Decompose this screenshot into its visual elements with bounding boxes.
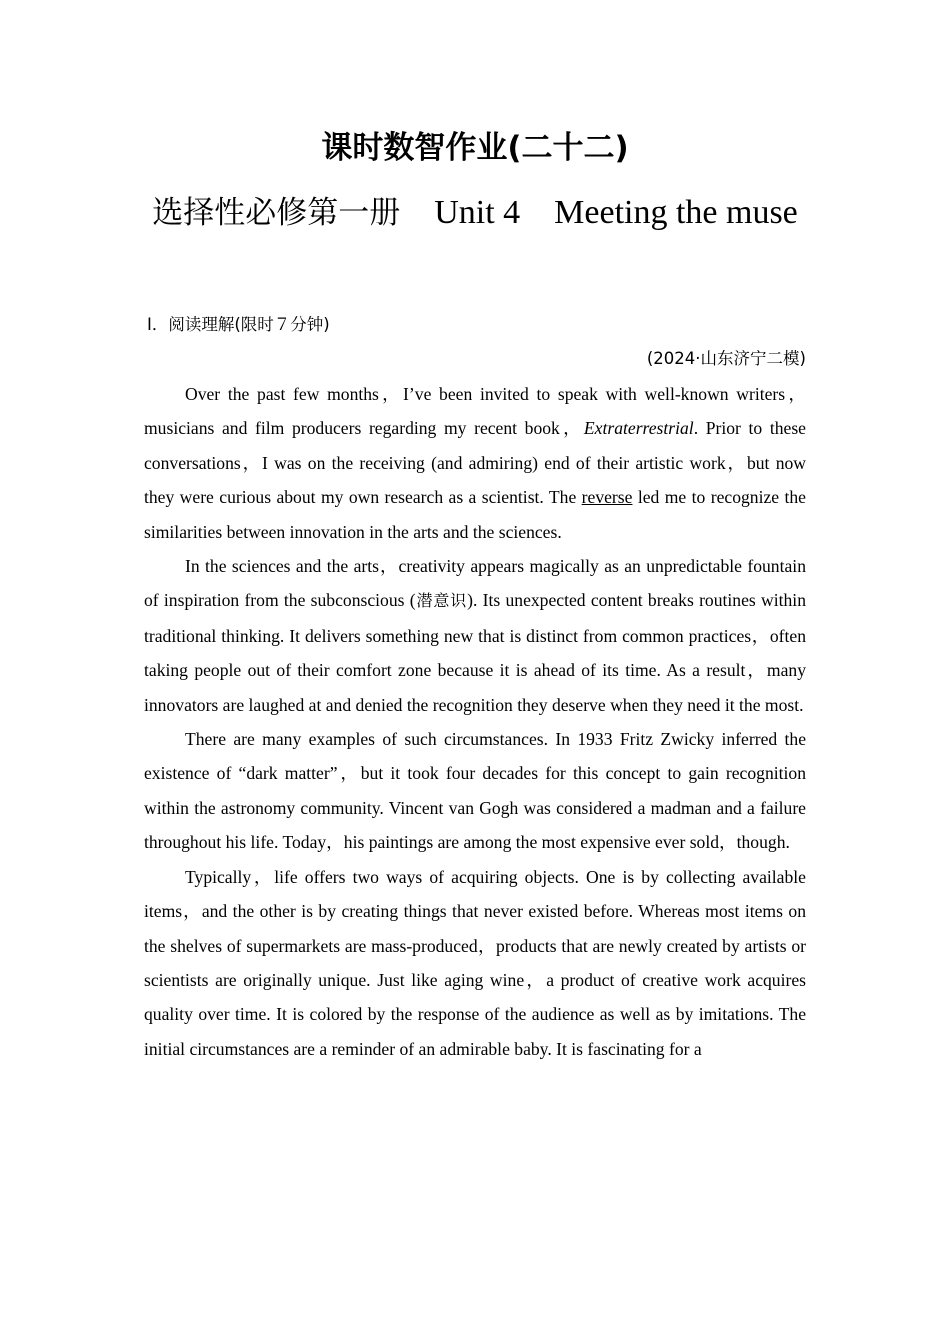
subtitle-topic: Meeting the muse: [554, 194, 798, 231]
section-heading: [147, 311, 330, 338]
paragraph-2: In the sciences and the arts，creativity appears magically as an unpredictable fountain of inspiration from the subconscious (潜意识). Its unexpected content breaks routines within traditional thinking. It delivers something new that is distinct from common practices，often taking people out of their comfort zone because it is ahead of its time. As a result，many innovators are laughed at and denied the recognition they deserve when they need it the most.: [144, 556, 806, 715]
book-title: Extraterrestrial: [583, 418, 694, 439]
subtitle-unit: Unit 4: [434, 194, 521, 231]
reading-passage: [144, 377, 806, 1066]
chinese-gloss: 潜意识: [415, 591, 468, 611]
paragraph-4: Typically，life offers two ways of acquiring objects. One is by collecting available items，and the other is by creating things that never existed before. Whereas most items on the shelves of supermarkets are mass-produced，products that are newly created by artists or scientists are originally unique. Just like aging wine，a product of creative work acquires quality over time. It is colored by the response of the audience as well as by imitations. The initial circumstances are a reminder of an admirable baby. It is fascinating for a: [144, 866, 806, 1059]
page-subtitle: [145, 183, 805, 243]
underlined-word: reverse: [581, 487, 633, 508]
paragraph-1: Over the past few months，I’ve been invited to speak with well-known writers，musicians and film producers regarding my recent book，Extraterrestrial. Prior to these conversations，I was on the receiving (and admiring) end of their artistic work，but now they were curious about my own research as a scientist. The reverse led me to recognize the similarities between innovation in the arts and the sciences.: [144, 384, 806, 542]
section-label: Ⅰ．阅读理解: [147, 315, 235, 334]
section-time-limit: (限时７分钟): [234, 315, 330, 334]
source-note: (2024·山东济宁二模): [646, 349, 806, 368]
page-title: 课时数智作业(二十二): [321, 130, 629, 166]
subtitle-book: 选择性必修第一册: [152, 195, 401, 231]
paragraph-3: There are many examples of such circumstances. In 1933 Fritz Zwicky inferred the existence of “dark matter”，but it took four decades for this concept to gain recognition within the astronomy community. Vincent van Gogh was considered a madman and a failure throughout his life. Today，his paintings are among the most expensive ever sold，though.: [144, 729, 806, 853]
